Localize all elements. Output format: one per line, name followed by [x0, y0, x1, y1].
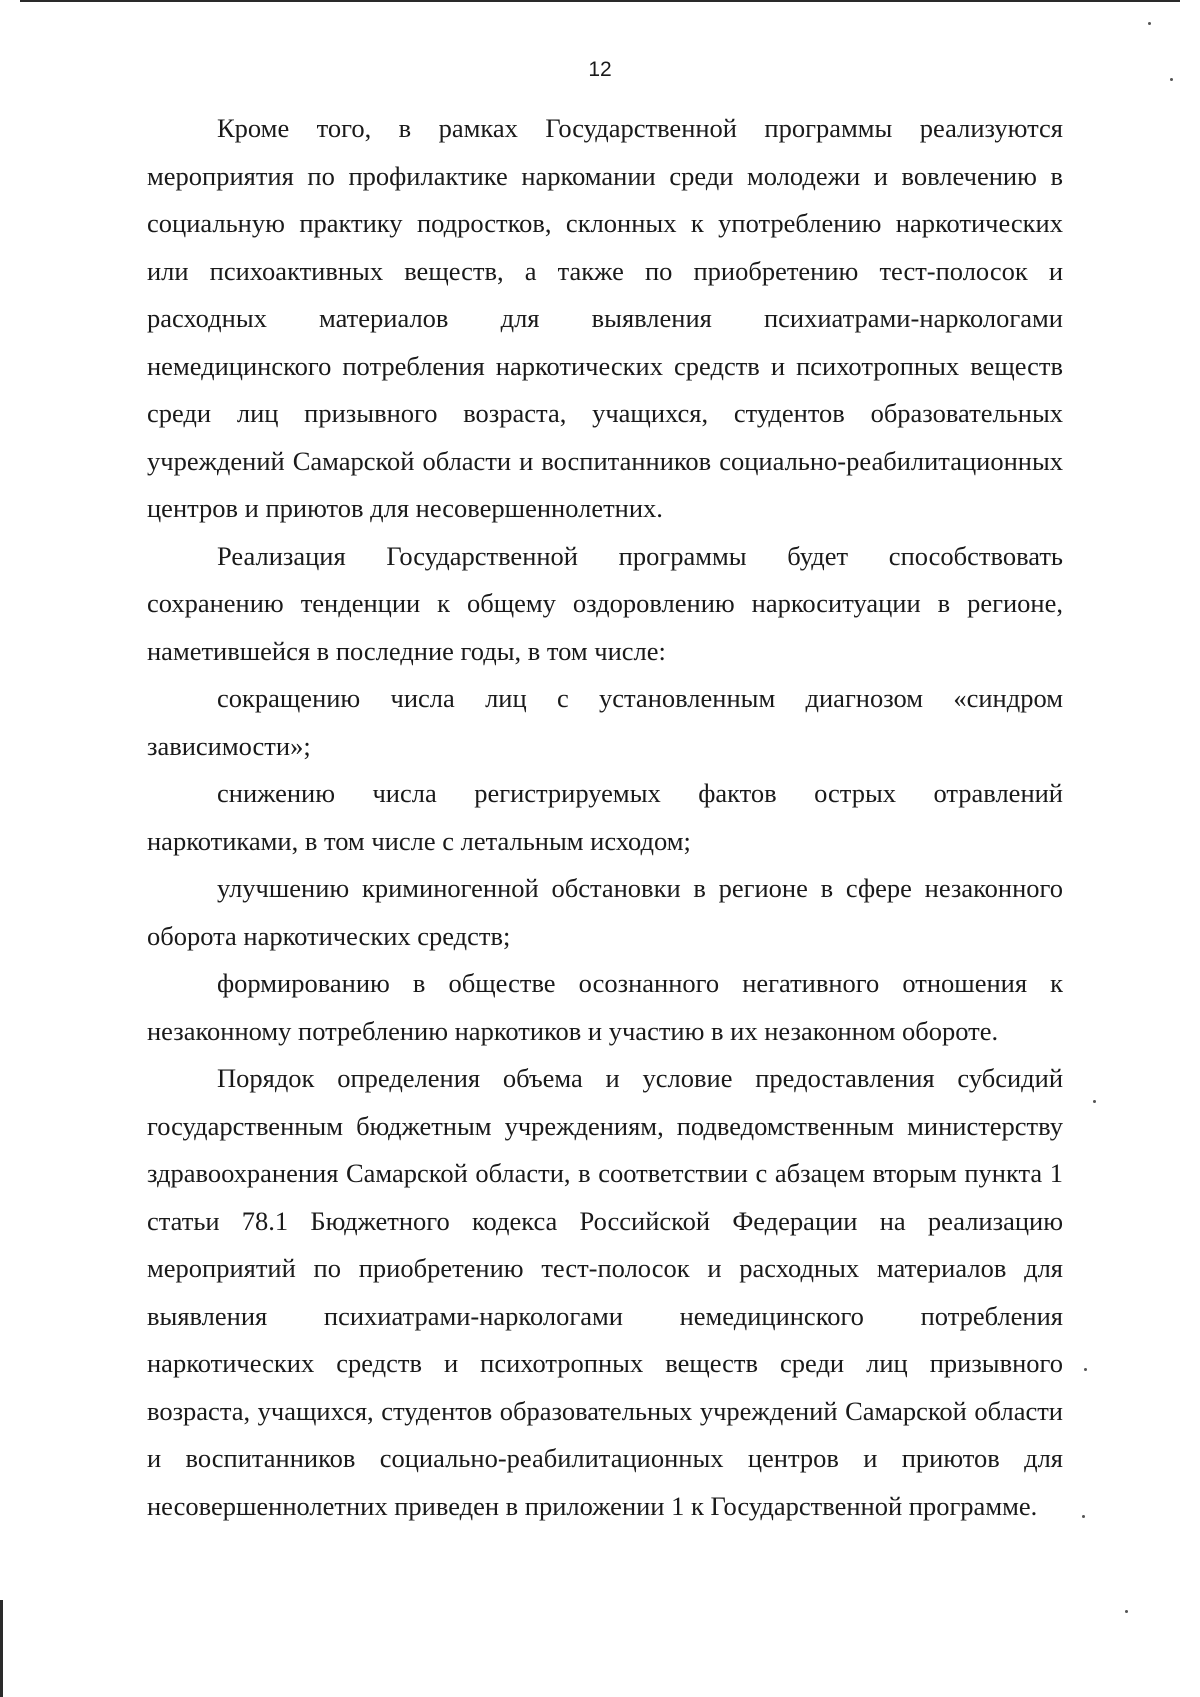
- scan-edge-top: [20, 0, 1180, 2]
- paragraph: улучшению криминогенной обстановки в регионе в сфере незаконного оборота наркотических средств;: [147, 873, 1063, 951]
- paragraph: формированию в обществе осознанного негативного отношения к незаконному потреблению наркотиков и участию в их незаконном обороте.: [147, 968, 1063, 1046]
- scan-speck: [1082, 1515, 1085, 1518]
- scan-speck: [1148, 22, 1151, 25]
- paragraph: Реализация Государственной программы будет способствовать сохранению тенденции к общему оздоровлению наркоситуации в регионе, наметившейся в последние годы, в том числе:: [147, 540, 1063, 666]
- scan-speck: [1084, 1368, 1087, 1371]
- paragraph: снижению числа регистрируемых фактов острых отравлений наркотиками, в том числе с летальным исходом;: [147, 778, 1063, 856]
- document-body: [147, 105, 1063, 1530]
- paragraph: Порядок определения объема и условие предоставления субсидий государственным бюджетным учреждениям, подведомственным министерству здравоохранения Самарской области, в соответствии с абзацем вторым пункта 1 статьи 78.1 Бюджетного кодекса Российской Федерации на реализацию мероприятий по приобретению тест-полосок и расходных материалов для выявления психиатрами-наркологами немедицинского потребления наркотических средств и психотропных веществ среди лиц призывного возраста, учащихся, студентов образовательных учреждений Самарской области и воспитанников социально-реабилитационных центров и приютов для несовершеннолетних приведен в приложении 1 к Государственной программе.: [147, 1063, 1063, 1521]
- paragraph: сокращению числа лиц с установленным диагнозом «синдром зависимости»;: [147, 683, 1063, 761]
- scan-edge-left: [0, 1600, 3, 1697]
- paragraph: Кроме того, в рамках Государственной программы реализуются мероприятия по профилактике наркомании среди молодежи и вовлечению в социальную практику подростков, склонных к употреблению наркотических или психоактивных веществ, а также по приобретению тест-полосок и расходных материалов для выявления психиатрами-наркологами немедицинского потребления наркотических средств и психотропных веществ среди лиц призывного возраста, учащихся, студентов образовательных учреждений Самарской области и воспитанников социально-реабилитационных центров и приютов для несовершеннолетних.: [147, 113, 1063, 523]
- page-number: 12: [588, 58, 612, 81]
- scan-speck: [1093, 1100, 1096, 1103]
- scan-speck: [1125, 1610, 1128, 1613]
